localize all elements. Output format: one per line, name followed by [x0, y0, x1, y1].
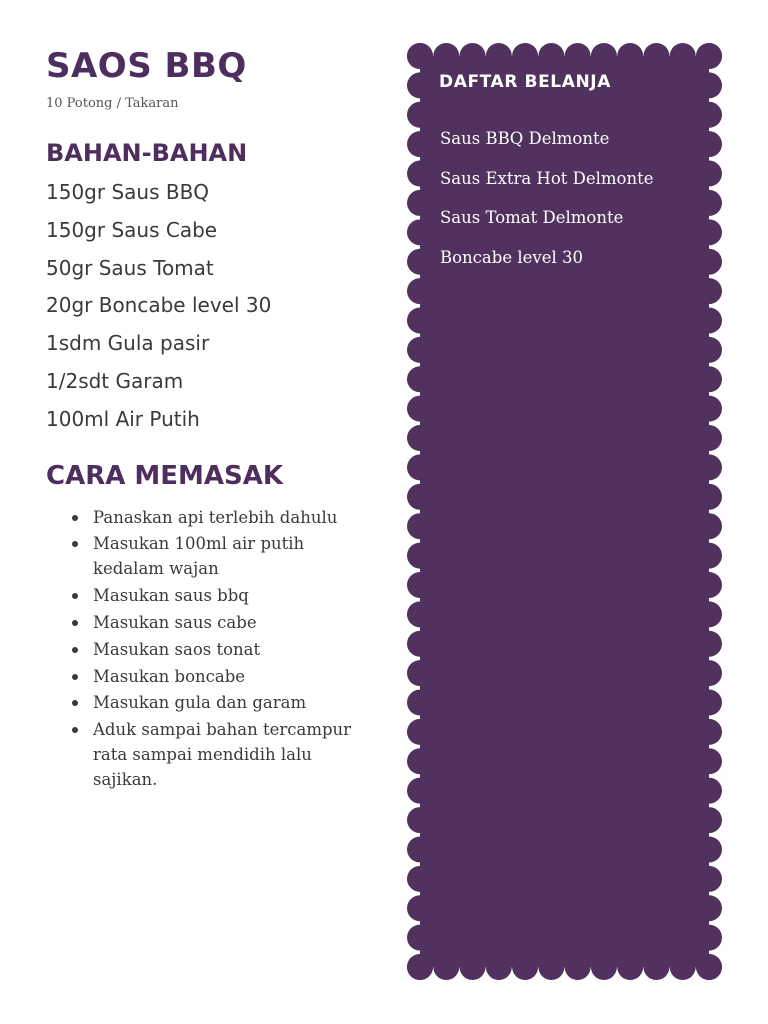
scallop-edge — [538, 954, 564, 980]
scallop-edge — [565, 954, 591, 980]
scallop-edge — [696, 660, 722, 686]
scallop-edge — [696, 161, 722, 187]
bullet-icon — [72, 700, 78, 706]
bullet-icon — [72, 593, 78, 599]
scallop-edge — [407, 690, 433, 716]
servings-label: 10 Potong / Takaran — [46, 96, 179, 111]
scallop-edge — [407, 278, 433, 304]
scallop-edge — [407, 307, 433, 333]
scallop-edge — [433, 43, 459, 69]
scallop-edge — [696, 278, 722, 304]
scallop-edge — [407, 454, 433, 480]
scallop-edge — [696, 425, 722, 451]
method-steps-list — [46, 505, 363, 793]
scallop-edge — [696, 131, 722, 157]
scallop-edge — [591, 954, 617, 980]
scallop-edge — [696, 748, 722, 774]
shopping-list-panel — [407, 43, 722, 980]
scallop-edge — [407, 748, 433, 774]
scallop-edge — [696, 484, 722, 510]
scallop-edge — [696, 249, 722, 275]
method-step-text: Masukan 100ml air putih kedalam wajan — [93, 534, 305, 579]
scallop-edge — [460, 954, 486, 980]
scallop-edge — [407, 513, 433, 539]
scallop-edge — [407, 337, 433, 363]
scallop-edge — [407, 836, 433, 862]
scallop-edge — [696, 866, 722, 892]
method-step — [93, 583, 363, 608]
scallop-edge — [670, 43, 696, 69]
scallop-edge — [460, 43, 486, 69]
scallop-edge — [407, 366, 433, 392]
page-title: SAOS BBQ — [46, 46, 247, 86]
method-step-text: Masukan saus cabe — [93, 612, 257, 632]
scallop-edge — [696, 43, 722, 69]
scallop-edge — [696, 572, 722, 598]
recipe-column — [46, 40, 376, 794]
scallop-edge — [670, 954, 696, 980]
scallop-edge — [407, 190, 433, 216]
scallop-edge — [407, 396, 433, 422]
method-step — [93, 637, 363, 662]
shopping-item: Boncabe level 30 — [440, 248, 583, 268]
scallop-edge — [591, 43, 617, 69]
ingredient-item: 20gr Boncabe level 30 — [46, 293, 272, 318]
scallop-edge — [696, 396, 722, 422]
method-step — [93, 610, 363, 635]
bullet-icon — [72, 674, 78, 680]
method-step — [93, 717, 363, 792]
shopping-list — [440, 119, 654, 278]
ingredient-item: 1/2sdt Garam — [46, 368, 184, 393]
scallop-edge — [696, 513, 722, 539]
scallop-edge — [486, 954, 512, 980]
scallop-edge — [696, 366, 722, 392]
scallop-edge — [407, 161, 433, 187]
scallop-edge — [696, 925, 722, 951]
scallop-edge — [696, 102, 722, 128]
scallop-edge — [486, 43, 512, 69]
scallop-edge — [407, 719, 433, 745]
scallop-edge — [696, 454, 722, 480]
scallop-edge — [407, 425, 433, 451]
scallop-edge — [407, 631, 433, 657]
scallop-edge — [512, 43, 538, 69]
bullet-icon — [72, 620, 78, 626]
scallop-edge — [696, 72, 722, 98]
scallop-edge — [696, 719, 722, 745]
scallop-edge — [407, 102, 433, 128]
scallop-edge — [407, 572, 433, 598]
scallop-edge — [696, 690, 722, 716]
scallop-edge — [696, 543, 722, 569]
scallop-edge — [696, 190, 722, 216]
scallop-edge — [696, 778, 722, 804]
method-step-text: Masukan gula dan garam — [93, 693, 307, 713]
scallop-edge — [538, 43, 564, 69]
shopping-item: Saus Tomat Delmonte — [440, 208, 624, 228]
scallop-edge — [407, 484, 433, 510]
scallop-edge — [407, 660, 433, 686]
scallop-edge — [407, 925, 433, 951]
method-step — [93, 664, 363, 689]
scallop-edge — [407, 778, 433, 804]
ingredient-item: 150gr Saus BBQ — [46, 180, 210, 204]
ingredient-item: 50gr Saus Tomat — [46, 255, 214, 280]
scallop-edge — [433, 954, 459, 980]
scallop-edge — [565, 43, 591, 69]
ingredients-list — [46, 174, 376, 439]
scallop-edge — [643, 954, 669, 980]
scallop-edge — [407, 954, 433, 980]
method-step — [93, 531, 363, 581]
scallop-edge — [696, 307, 722, 333]
scallop-edge — [407, 131, 433, 157]
bullet-icon — [72, 727, 78, 733]
scallop-edge — [407, 866, 433, 892]
scallop-edge — [696, 836, 722, 862]
scallop-edge — [617, 954, 643, 980]
scallop-edge — [696, 954, 722, 980]
method-step-text: Masukan saos tonat — [93, 639, 261, 659]
scallop-edge — [696, 601, 722, 627]
scallop-edge — [643, 43, 669, 69]
scallop-edge — [407, 219, 433, 245]
scallop-edge — [407, 895, 433, 921]
method-step — [93, 690, 363, 715]
scallop-edge — [696, 631, 722, 657]
scallop-edge — [696, 219, 722, 245]
method-step-text: Aduk sampai bahan tercampur rata sampai mendidih lalu sajikan. — [93, 720, 352, 790]
scallop-edge — [617, 43, 643, 69]
method-step-text: Masukan boncabe — [93, 666, 246, 686]
shopping-item: Saus Extra Hot Delmonte — [440, 168, 654, 188]
scallop-edge — [696, 895, 722, 921]
bullet-icon — [72, 647, 78, 653]
scallop-edge — [407, 72, 433, 98]
scallop-edge — [407, 249, 433, 275]
scallop-edge — [407, 43, 433, 69]
ingredient-item: 100ml Air Putih — [46, 406, 200, 431]
ingredient-item: 150gr Saus Cabe — [46, 217, 218, 242]
scallop-edge — [407, 807, 433, 833]
method-step-text: Masukan saus bbq — [93, 586, 249, 606]
ingredient-item: 1sdm Gula pasir — [46, 331, 210, 356]
shopping-list-heading: DAFTAR BELANJA — [439, 72, 611, 92]
scallop-edge — [407, 543, 433, 569]
scallop-edge — [407, 601, 433, 627]
scallop-edge — [696, 337, 722, 363]
bullet-icon — [72, 515, 78, 521]
method-heading: CARA MEMASAK — [46, 460, 284, 491]
bullet-icon — [72, 541, 78, 547]
method-step — [93, 505, 363, 530]
scallop-edge — [512, 954, 538, 980]
method-step-text: Panaskan api terlebih dahulu — [93, 507, 338, 527]
shopping-item: Saus BBQ Delmonte — [440, 129, 610, 148]
scallop-edge — [696, 807, 722, 833]
ingredients-heading: BAHAN-BAHAN — [46, 139, 248, 167]
